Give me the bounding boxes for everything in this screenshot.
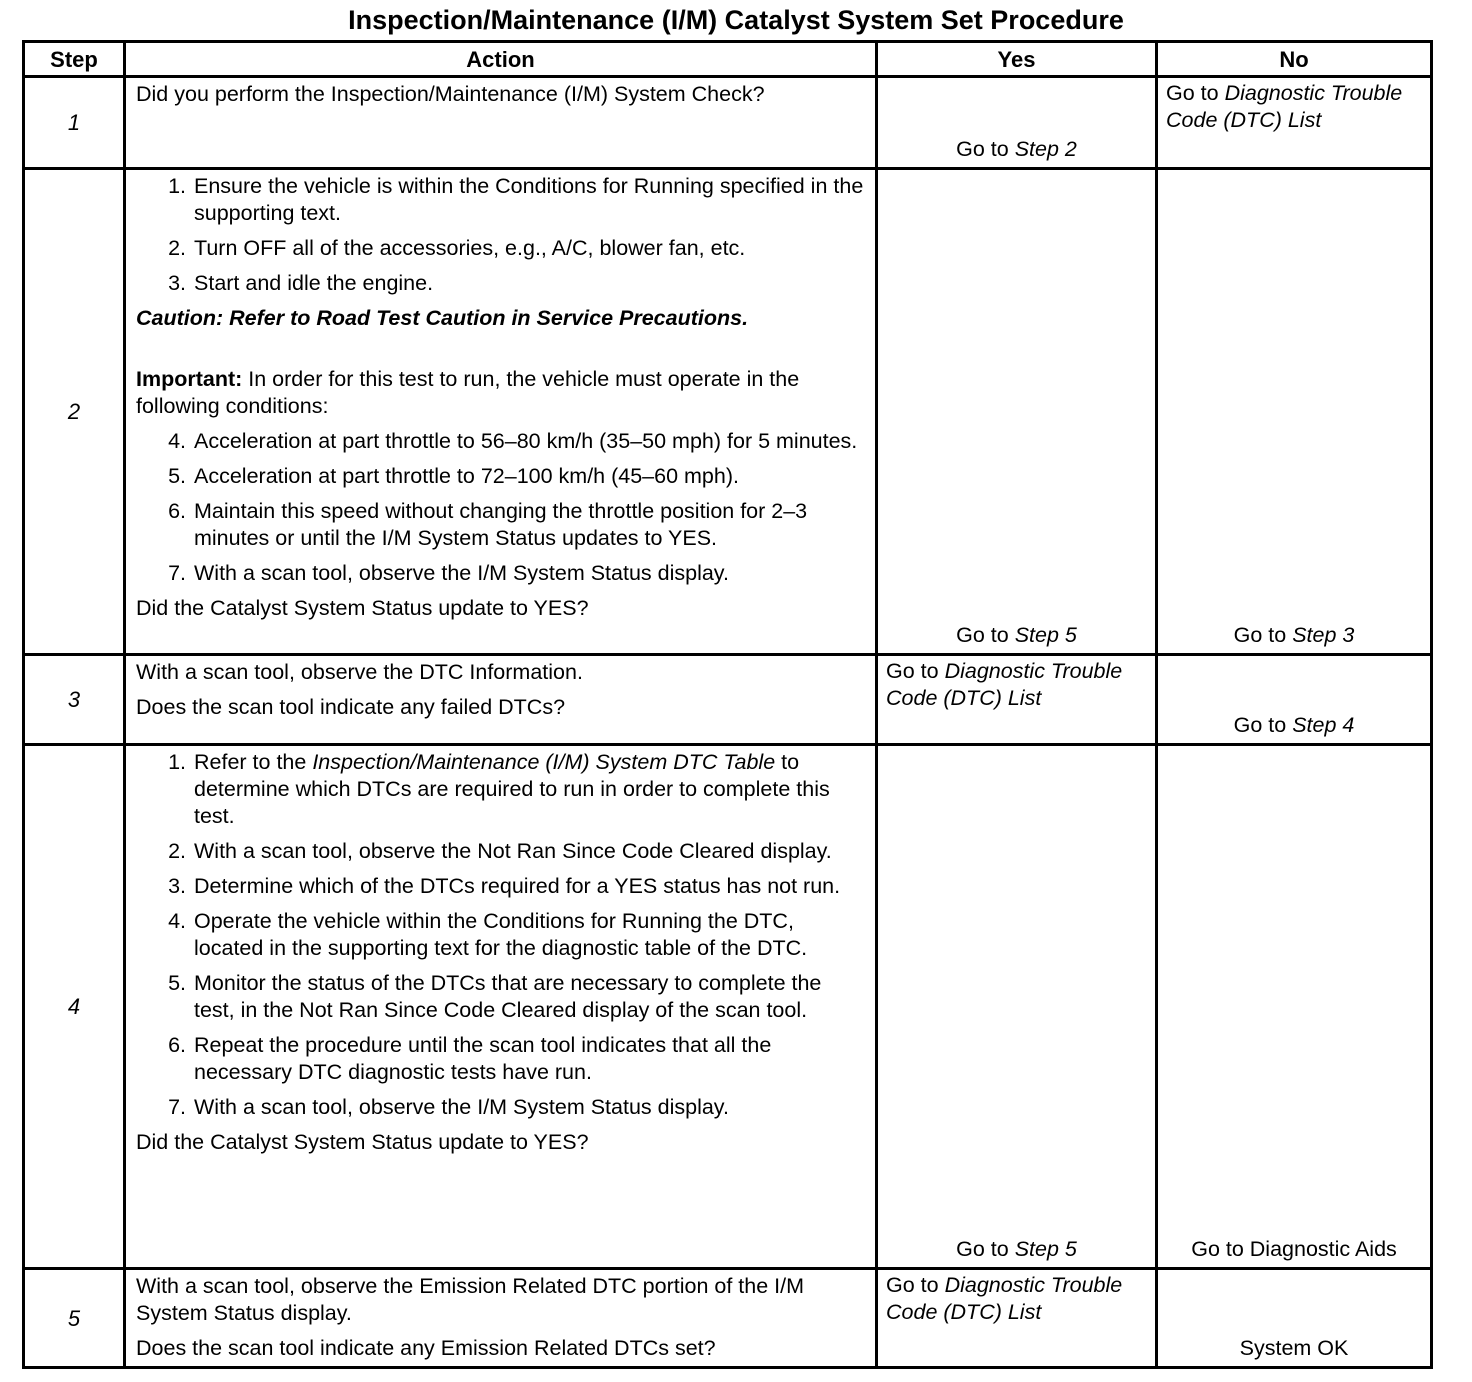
step-number: 1 — [24, 77, 125, 169]
step-number: 5 — [24, 1269, 125, 1368]
item-number: 5. — [168, 971, 186, 995]
item-text: Operate the vehicle within the Conditions for Running the DTC, located in the supporting text for the diagnostic table of the DTC. — [194, 909, 808, 960]
yes-cell — [877, 1269, 1157, 1368]
no-cell — [1157, 745, 1432, 1269]
table-row-step-4 — [24, 745, 1432, 1269]
item-text: Ensure the vehicle is within the Conditions for Running specified in the supporting text. — [194, 174, 864, 225]
no-link[interactable]: Step 4 — [1292, 713, 1355, 737]
header-row — [24, 42, 1432, 77]
item-text: Monitor the status of the DTCs that are necessary to complete the test, in the Not Ran Since Code Cleared display of the scan tool. — [194, 971, 822, 1022]
item-number: 5. — [168, 464, 186, 488]
item-number: 2. — [168, 839, 186, 863]
header-no: No — [1157, 42, 1432, 77]
action-cell — [125, 169, 877, 655]
instruction-list — [136, 173, 867, 297]
step-number: 3 — [24, 655, 125, 745]
header-step: Step — [24, 42, 125, 77]
item-number: 1. — [168, 750, 186, 774]
step-number: 2 — [24, 169, 125, 655]
list-item — [136, 908, 867, 962]
item-text: Determine which of the DTCs required for a YES status has not run. — [194, 874, 841, 898]
question-text: Does the scan tool indicate any Emission Related DTCs set? — [136, 1336, 716, 1360]
list-item — [136, 173, 867, 227]
list-item — [136, 1094, 867, 1121]
item-text: Start and idle the engine. — [194, 271, 434, 295]
list-item — [136, 749, 867, 830]
item-text: Repeat the procedure until the scan tool indicates that all the necessary DTC diagnostic tests have run. — [194, 1033, 772, 1084]
list-item — [136, 560, 867, 587]
instruction-list — [136, 749, 867, 1121]
table-row-step-2 — [24, 169, 1432, 655]
table-row-step-5 — [24, 1269, 1432, 1368]
yes-link[interactable]: Step 5 — [1014, 1237, 1077, 1261]
caution-note: Caution: Refer to Road Test Caution in Service Precautions. — [136, 306, 749, 330]
item-number: 1. — [168, 174, 186, 198]
yes-goto-block — [886, 1272, 1147, 1326]
list-item — [136, 1032, 867, 1086]
table-row-step-3 — [24, 655, 1432, 745]
yes-prefix: Go to — [956, 137, 1009, 161]
yes-cell — [877, 77, 1157, 169]
item-text: With a scan tool, observe the I/M System Status display. — [194, 1095, 729, 1119]
yes-link[interactable]: Diagnostic Trouble Code (DTC) List — [886, 1273, 1123, 1324]
question-text: Did the Catalyst System Status update to YES? — [136, 1130, 589, 1154]
item-number: 3. — [168, 874, 186, 898]
no-goto-block — [1166, 80, 1422, 134]
item-number: 6. — [168, 499, 186, 523]
procedure-table — [22, 40, 1433, 1369]
yes-cell — [877, 169, 1157, 655]
page-title: Inspection/Maintenance (I/M) Catalyst System Set Procedure — [348, 5, 1124, 35]
step-number: 4 — [24, 745, 125, 1269]
action-cell — [125, 745, 877, 1269]
no-prefix: Go to — [1233, 713, 1287, 737]
list-item — [136, 463, 867, 490]
no-link[interactable]: Go to Diagnostic Aids — [1191, 1237, 1397, 1261]
list-item — [136, 970, 867, 1024]
no-cell — [1157, 169, 1432, 655]
item-text — [194, 749, 867, 830]
item-text: Turn OFF all of the accessories, e.g., A/C, blower fan, etc. — [194, 236, 746, 260]
action-text: With a scan tool, observe the DTC Information. — [136, 660, 583, 684]
dtc-table-link[interactable]: Inspection/Maintenance (I/M) System DTC Table — [312, 750, 776, 774]
action-cell — [125, 1269, 877, 1368]
yes-link[interactable]: Diagnostic Trouble Code (DTC) List — [886, 659, 1123, 710]
no-link[interactable]: Step 3 — [1292, 623, 1355, 647]
yes-cell — [877, 655, 1157, 745]
action-text: With a scan tool, observe the Emission Related DTC portion of the I/M System Status display. — [136, 1274, 804, 1325]
table-row-step-1 — [24, 77, 1432, 169]
item-text: Acceleration at part throttle to 72–100 km/h (45–60 mph). — [194, 464, 739, 488]
yes-cell — [877, 745, 1157, 1269]
item-number: 7. — [168, 561, 186, 585]
item-text-rest: to determine which DTCs are required to run in order to complete this test. — [194, 750, 830, 828]
item-text: Acceleration at part throttle to 56–80 km/h (35–50 mph) for 5 minutes. — [194, 429, 858, 453]
no-cell — [1157, 77, 1432, 169]
yes-prefix: Go to — [956, 1237, 1009, 1261]
important-note — [136, 366, 867, 420]
yes-goto-block — [886, 658, 1147, 712]
yes-link[interactable]: Step 5 — [1014, 623, 1077, 647]
list-item — [136, 838, 867, 865]
no-link[interactable]: Diagnostic Trouble Code (DTC) List — [1166, 81, 1403, 132]
item-number: 6. — [168, 1033, 186, 1057]
list-item — [136, 428, 867, 455]
no-prefix: Go to — [1233, 623, 1287, 647]
yes-link[interactable]: Step 2 — [1014, 137, 1077, 161]
list-item — [136, 498, 867, 552]
action-cell — [125, 655, 877, 745]
list-item — [136, 235, 867, 262]
header-yes: Yes — [877, 42, 1157, 77]
list-item — [136, 270, 867, 297]
no-result: System OK — [1239, 1336, 1349, 1360]
item-text: With a scan tool, observe the I/M System Status display. — [194, 561, 729, 585]
item-number: 2. — [168, 236, 186, 260]
question-text: Did the Catalyst System Status update to YES? — [136, 596, 589, 620]
item-number: 3. — [168, 271, 186, 295]
important-label: Important: — [136, 367, 243, 391]
header-action: Action — [125, 42, 877, 77]
item-number: 7. — [168, 1095, 186, 1119]
no-cell — [1157, 655, 1432, 745]
yes-prefix: Go to — [956, 623, 1009, 647]
list-item — [136, 873, 867, 900]
item-text: With a scan tool, observe the Not Ran Since Code Cleared display. — [194, 839, 832, 863]
item-number: 4. — [168, 909, 186, 933]
item-number: 4. — [168, 429, 186, 453]
no-cell — [1157, 1269, 1432, 1368]
important-text: In order for this test to run, the vehicle must operate in the following conditions: — [136, 367, 800, 418]
instruction-list — [136, 428, 867, 587]
question-text: Did you perform the Inspection/Maintenance (I/M) System Check? — [136, 82, 765, 106]
yes-prefix: Go to — [886, 1273, 939, 1297]
item-text: Maintain this speed without changing the throttle position for 2–3 minutes or until the I/M System Status updates to YES. — [194, 499, 808, 550]
yes-prefix: Go to — [886, 659, 939, 683]
no-prefix: Go to — [1166, 81, 1219, 105]
question-text: Does the scan tool indicate any failed DTCs? — [136, 695, 566, 719]
item-text-lead: Refer to the — [194, 750, 313, 774]
action-cell — [125, 77, 877, 169]
